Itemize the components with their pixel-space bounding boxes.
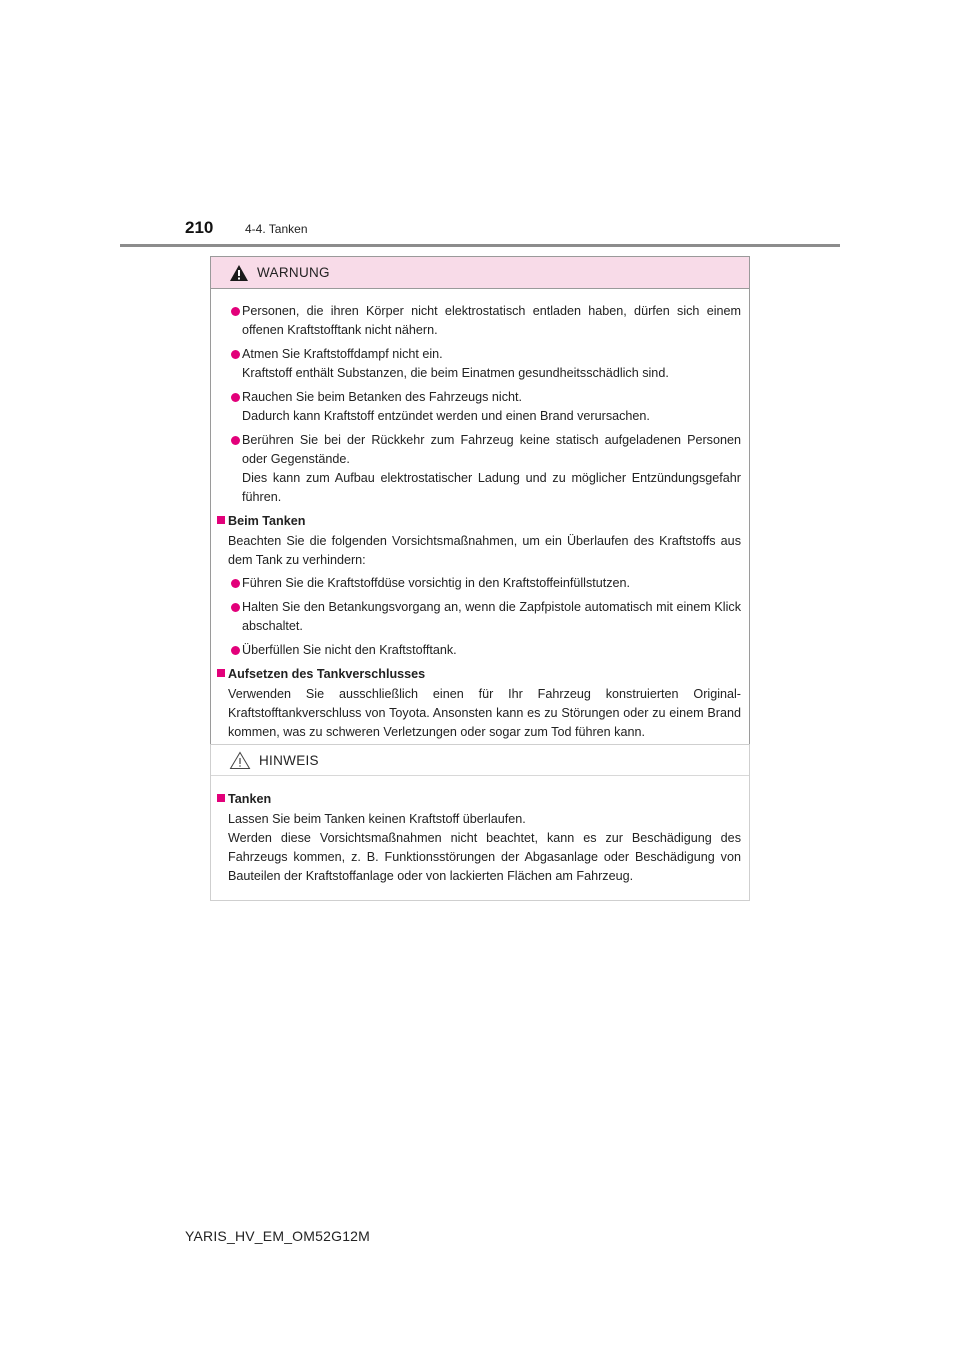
notice-box [210,744,750,901]
section-heading-text: Aufsetzen des Tankverschlusses [228,667,426,681]
square-bullet-icon [217,516,225,524]
warning-header [211,257,749,289]
section-heading [217,790,741,809]
warning-item-text: Führen Sie die Kraftstoffdüse vorsichtig in den Kraftstoffeinfüllstutzen. [242,576,631,590]
notice-title: HINWEIS [259,752,319,768]
section-paragraph [217,532,741,570]
page-number: 210 [185,218,214,237]
warning-item [217,598,741,636]
warning-triangle-icon [229,264,249,282]
bullet-dot-icon [231,307,240,316]
section-heading-text: Tanken [228,792,272,806]
warning-item-text: Kraftstoff enthält Substanzen, die beim Einatmen gesundheitsschädlich sind. [242,366,669,380]
warning-item [217,641,741,660]
bullet-dot-icon [231,436,240,445]
warning-box [210,256,750,755]
warning-item [217,345,741,383]
notice-paragraph [217,810,741,886]
warning-item-text: Dies kann zum Aufbau elektrostatischer Ladung und zu möglicher Entzündungsgefahr führen. [242,471,741,504]
section-heading-text: Beim Tanken [228,514,306,528]
square-bullet-icon [217,669,225,677]
section-heading [217,665,741,684]
warning-item-text: Atmen Sie Kraftstoffdampf nicht ein. [242,347,443,361]
section-paragraph-text: Verwenden Sie ausschließlich einen für Ihr Fahrzeug konstruierten Original-Kraftstofftankverschluss von Toyota. Ansonsten kann es zu Störungen oder zu einem Brand kommen, was zu schweren Verletzungen oder sogar zum Tod führen kann. [228,687,741,739]
warning-body [211,289,749,754]
section-title: 4-4. Tanken [245,222,308,236]
section-heading [217,512,741,531]
warning-item-text: Personen, die ihren Körper nicht elektrostatisch entladen haben, dürfen sich einem offenen Kraftstofftank nicht nähern. [242,304,741,337]
warning-item-text: Berühren Sie bei der Rückkehr zum Fahrzeug keine statisch aufgeladenen Personen oder Gegenstände. [242,433,741,466]
warning-title: WARNUNG [257,265,330,280]
warning-item-text: Dadurch kann Kraftstoff entzündet werden und einen Brand verursachen. [242,409,650,423]
warning-item [217,574,741,593]
warning-item [217,431,741,507]
warning-item-text: Überfüllen Sie nicht den Kraftstofftank. [242,643,457,657]
notice-text: Werden diese Vorsichtsmaßnahmen nicht beachtet, kann es zur Beschädigung des Fahrzeugs kommen, z. B. Funktionsstörungen der Abgasanlage oder Beschädigung von Bauteilen der Kraftstoffanlage oder von lackierten Flächen am Fahrzeug. [228,831,741,883]
warning-item-text: Rauchen Sie beim Betanken des Fahrzeugs nicht. [242,390,523,404]
bullet-dot-icon [231,603,240,612]
bullet-dot-icon [231,350,240,359]
bullet-dot-icon [231,646,240,655]
header-divider [120,244,840,247]
warning-item-text: Halten Sie den Betankungsvorgang an, wenn die Zapfpistole automatisch mit einem Klick abschaltet. [242,600,741,633]
bullet-dot-icon [231,393,240,402]
document-code: YARIS_HV_EM_OM52G12M [185,1228,371,1244]
caution-triangle-icon [229,751,251,770]
square-bullet-icon [217,794,225,802]
section-paragraph [217,685,741,742]
notice-body [211,776,749,900]
notice-text: Lassen Sie beim Tanken keinen Kraftstoff überlaufen. [228,812,526,826]
warning-item [217,388,741,426]
bullet-dot-icon [231,579,240,588]
warning-item [217,302,741,340]
section-paragraph-text: Beachten Sie die folgenden Vorsichtsmaßnahmen, um ein Überlaufen des Kraftstoffs aus dem Tank zu verhindern: [228,534,741,567]
notice-header [211,745,749,776]
